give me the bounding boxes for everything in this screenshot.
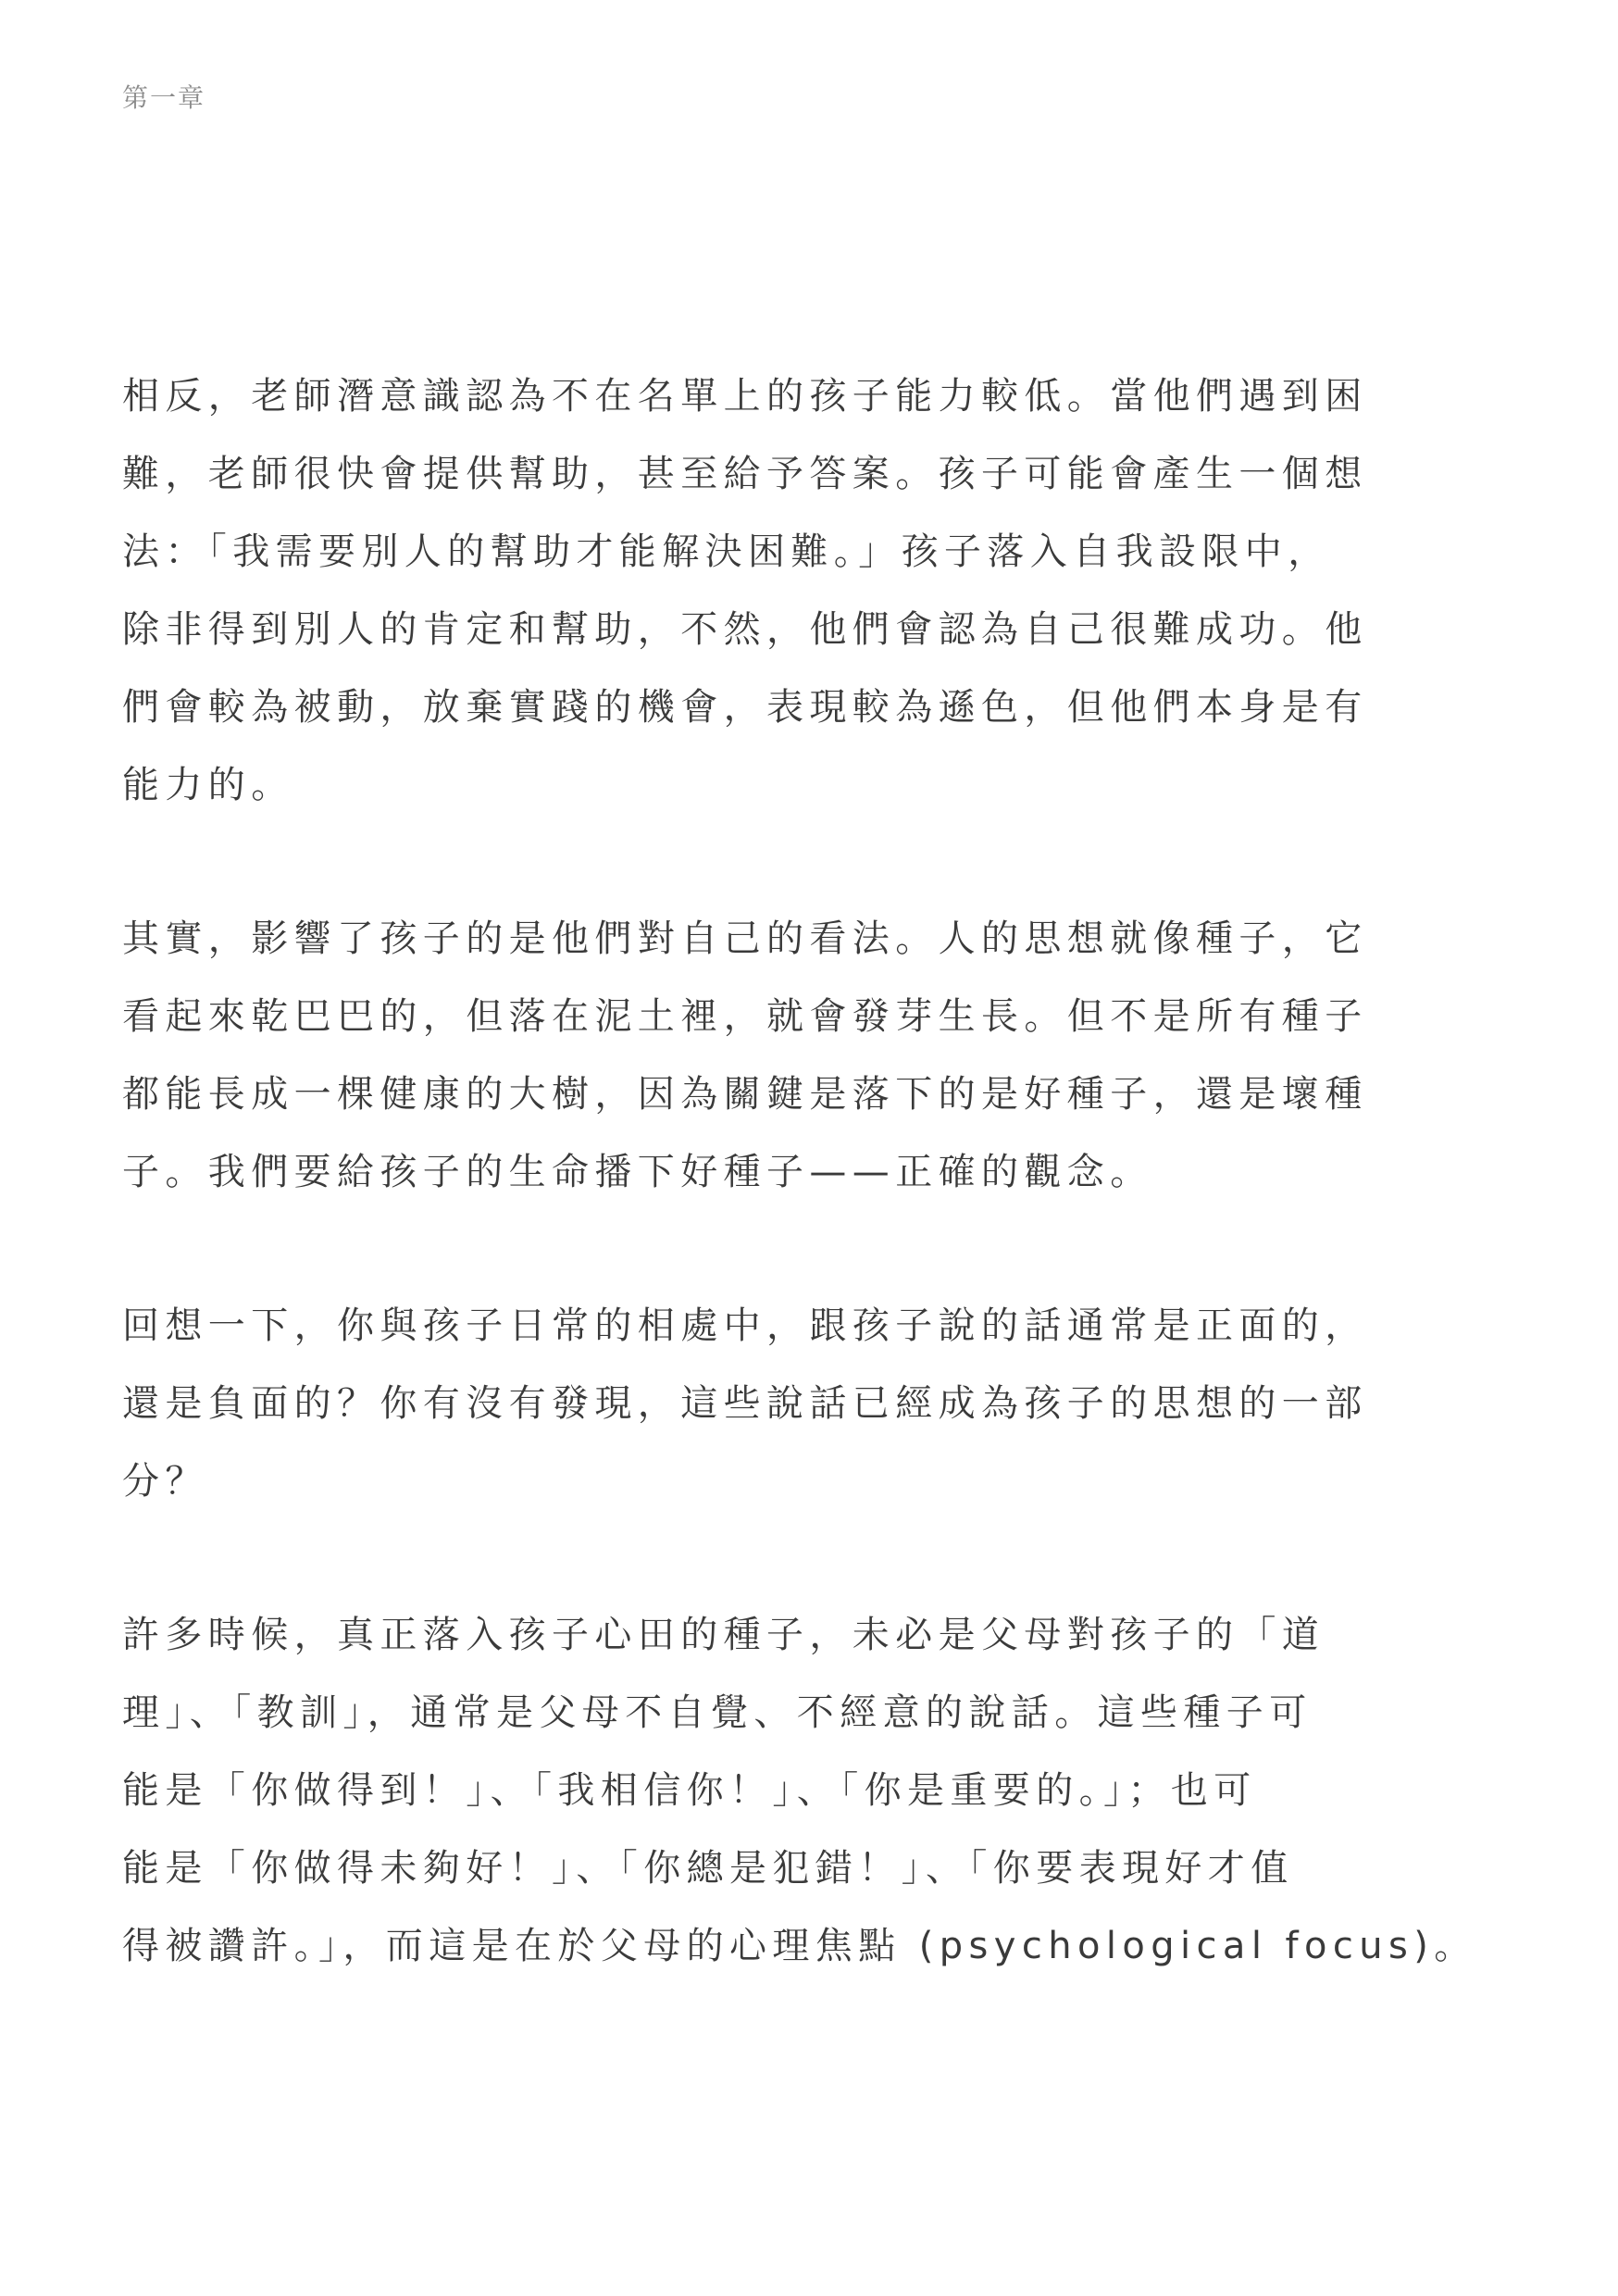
paragraph [122,900,1400,1211]
body-text [122,357,1477,2061]
paragraph [122,1596,1477,1985]
text-line: 子。我們要給孩子的生命播下好種子——正確的觀念。 [122,1151,1153,1193]
text-line: 能是「你做得到！」、「我相信你！」、「你是重要的。」；也可 [122,1769,1257,1812]
text-line: 相反，老師潛意識認為不在名單上的孩子能力較低。當他們遇到困 [122,375,1368,418]
paragraph [122,357,1400,824]
text-line: 得被讚許。」，而這是在於父母的心理焦點 (psychological focus)。 [122,1925,1477,1967]
text-line: 能力的。 [122,764,294,806]
text-line: 分？ [122,1460,208,1503]
text-line: 回想一下，你與孩子日常的相處中，跟孩子說的話通常是正面的， [122,1304,1368,1347]
running-head-chapter: 第一章 [122,82,206,113]
text-line: 們會較為被動，放棄實踐的機會，表現較為遜色，但他們本身是有 [122,686,1368,729]
paragraph [122,1287,1400,1520]
text-line: 許多時候，真正落入孩子心田的種子，未必是父母對孩子的「道 [122,1614,1326,1656]
text-line: 除非得到別人的肯定和幫助，不然，他們會認為自己很難成功。他 [122,608,1368,651]
text-line: 能是「你做得未夠好！」、「你總是犯錯！」、「你要表現好才值 [122,1847,1294,1890]
text-line: 其實，影響了孩子的是他們對自己的看法。人的思想就像種子，它 [122,917,1368,960]
text-line: 法：「我需要別人的幫助才能解決困難。」孩子落入自我設限中， [122,530,1331,573]
text-line: 看起來乾巴巴的，但落在泥土裡，就會發芽生長。但不是所有種子 [122,995,1368,1038]
text-line: 難，老師很快會提供幫助，甚至給予答案。孩子可能會產生一個想 [122,453,1368,495]
text-line: 還是負面的？你有沒有發現，這些說話已經成為孩子的思想的一部 [122,1382,1368,1425]
text-line: 都能長成一棵健康的大樹，因為關鍵是落下的是好種子，還是壞種 [122,1073,1368,1116]
text-line: 理」、「教訓」，通常是父母不自覺、不經意的說話。這些種子可 [122,1691,1313,1734]
